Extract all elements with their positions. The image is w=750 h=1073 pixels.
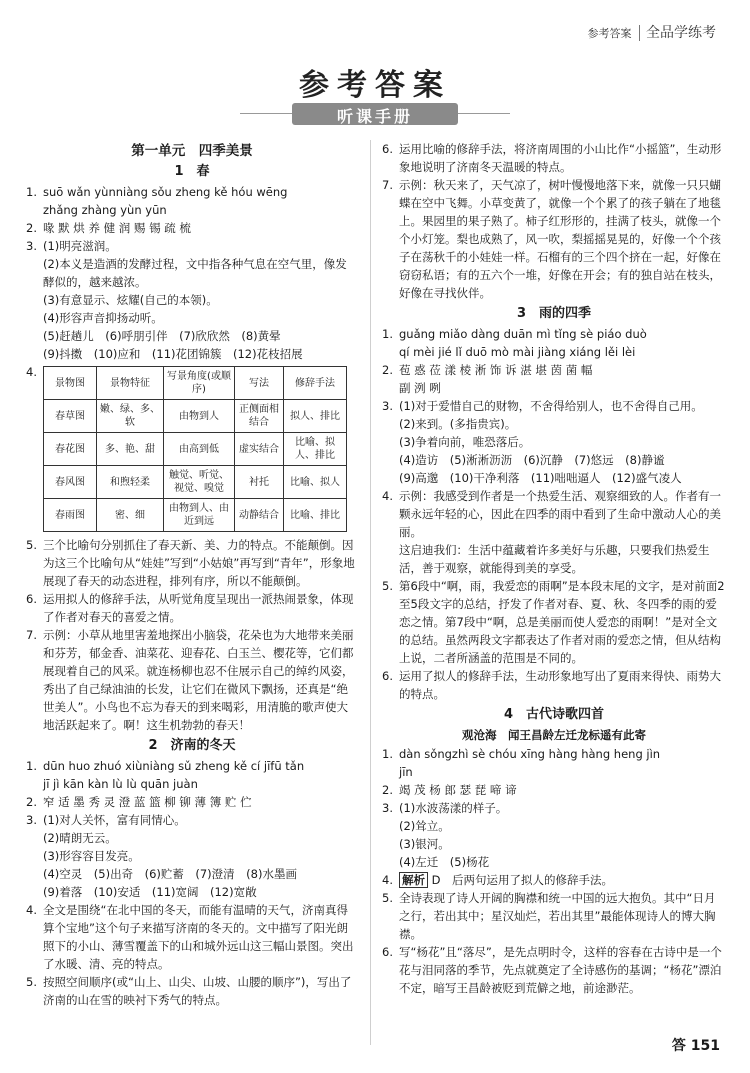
answer-text: (3)形容容目发亮。	[43, 849, 140, 863]
answer-text: 苞 惑 莅 漾 棱 淅 饰 诉 湛 堪 茵 菌 幅	[399, 363, 593, 377]
table-cell: 触觉、听觉、视觉、嗅觉	[164, 466, 235, 499]
header-brand: 全品学练考	[639, 25, 716, 41]
analysis-tag: 解析	[399, 872, 428, 888]
answer-text: (4)形容声音抑扬动听。	[43, 311, 163, 325]
answer-text: (5)赶趟儿 (6)呼朋引伴 (7)欣欣然 (8)黄晕	[43, 329, 281, 343]
answer-text: 示例：我感受到作者是一个热爱生活、观察细致的人。作者有一颗永远年轻的心，因此在四季的雨中看到了生命中激动人心的美丽。	[399, 489, 721, 539]
lesson-title: 2 济南的冬天	[148, 738, 236, 753]
answer-text: (1)对于爱惜自己的财物，不舍得给别人，也不舍得自己用。	[399, 399, 703, 413]
table-cell: 虚实结合	[235, 433, 284, 466]
answer-text: (1)明亮滋润。	[43, 239, 117, 253]
answer-item: 4. 全文是围绕“在北中国的冬天，而能有温晴的天气，济南真得算个宝地”这个句子来描写济南的冬天的。文中描写了阳光朗照下的小山、薄雪覆盖下的山和城外远山这三幅山景图。突出了水暖、清、亮的特点。	[26, 901, 358, 973]
table-row	[44, 433, 347, 466]
table-cell: 春风图	[44, 466, 97, 499]
table-cell: 由物到人、由近到远	[164, 499, 235, 532]
answer-text: (9)抖擞 (10)应和 (11)花团锦簇 (12)花枝招展	[43, 347, 303, 361]
answer-text: 三个比喻句分别抓住了春天新、美、力的特点。不能颠倒。因为这三个比喻句从“娃娃”写到“小姑娘”再写到“青年”，形象地展现了春天的动态进程，排列有序，所以不能颠倒。	[43, 538, 355, 588]
answer-text: 第6段中“啊，雨，我爱恋的雨啊”是本段末尾的文字，是对前面2至5段文字的总结，抒发了作者对春、夏、秋、冬四季的雨的爱恋之情。第7段中“啊，总是美丽而使人爱恋的雨啊！”是对全文的总结。虽然两段文字都表达了作者对雨的爱恋之情，但从结构上说，二者所涵盖的范围是不同的。	[399, 579, 725, 665]
answer-text: 副 洌 咧	[399, 381, 441, 395]
right-column	[382, 140, 726, 997]
table-cell: 密、细	[97, 499, 164, 532]
lesson-title: 4 古代诗歌四首	[503, 707, 605, 722]
unit-title: 第一单元 四季美景	[131, 143, 253, 159]
answer-item: 3. (1)对人关怀，富有同情心。 (2)晴朗无云。 (3)形容容目发亮。 (4)空灵 (5)出奇 (6)贮蓄 (7)澄清 (8)水墨画 (9)着落 (10)安适 (11)宽阔 (12)宽敞	[26, 811, 358, 901]
answer-text: 运用比喻的修辞手法，将济南周围的小山比作“小摇篮”，生动形象地说明了济南冬天温暖的特点。	[399, 142, 722, 174]
answer-item: 7. 示例：小草从地里害羞地探出小脑袋，花朵也为大地带来美丽和芬芳，郁金香、油菜花、迎春花、白玉兰、樱花等，它们都展现着自己的风采。就连杨柳也忍不住展示自己的绰约风姿，秀出了自己绿油油的长发，让它们在微风下飘扬，还真是“绝世美人”。小鸟也不忘为春天的到来喝彩，用清脆的歌声使大地活跃起来了。啊！这生机勃勃的春天！	[26, 626, 358, 734]
table-cell: 由高到低	[164, 433, 235, 466]
table-row	[44, 499, 347, 532]
answer-item: 2. 竭 茂 杨 郎 瑟 琵 啼 谛	[382, 781, 726, 799]
answer-item: 2. 喙 默 烘 养 健 润 赐 锡 疏 梳	[26, 219, 358, 237]
table-row	[44, 400, 347, 433]
answer-text: 全文是围绕“在北中国的冬天，而能有温晴的天气，济南真得算个宝地”这个句子来描写济南的冬天的。文中描写了阳光朗照下的小山、薄雪覆盖下的山和城外远山这三幅山景图。突出了水暖、清、亮的特点。	[43, 903, 354, 971]
pinyin-line: guǎng miǎo dàng duān mì tǐng sè piáo duò	[399, 327, 647, 341]
answer-item: 1. dūn huo zhuó xiùniàng sǔ zheng kě cí jīfū tǎn jī jì kān kàn lù lù quān juàn	[26, 757, 358, 793]
answer-item: 1. suō wǎn yùnniàng sǒu zheng kě hóu wēng zhǎng zhàng yùn yūn	[26, 183, 358, 219]
table-header-cell: 写法	[235, 367, 284, 400]
answer-text: 示例：秋天来了，天气凉了，树叶慢慢地落下来，就像一只只蝴蝶在空中飞舞。小草变黄了，就像一个个累了的孩子躺在了地毯上。果园里的果子熟了。柿子红形形的，挂满了枝头，就像一个个小灯笼。梨也成熟了，风一吹，梨摇摇晃晃的，好像一个个孩子在荡秋千的小娃娃一样。石榴有的三个四个挤在一起，好像在窃窃私语；有的五六个一堆，好像在开会；有的独自站在枝头，好像在寻找伙伴。	[399, 178, 721, 300]
pinyin-line: zhǎng zhàng yùn yūn	[43, 203, 167, 217]
table-header-cell: 修辞手法	[284, 367, 347, 400]
table-cell: 嫩、绿、多、软	[97, 400, 164, 433]
table-header-cell: 写景角度(或顺序)	[164, 367, 235, 400]
table-cell: 春雨图	[44, 499, 97, 532]
pinyin-line: dàn sǒngzhì sè chóu xīng hàng hàng heng jìn	[399, 747, 661, 761]
answer-item: 1. guǎng miǎo dàng duān mì tǐng sè piáo duò qí mèi jié lǐ duō mò mài jiàng xiáng lěi lèi	[382, 325, 726, 361]
answer-text: (4)空灵 (5)出奇 (6)贮蓄 (7)澄清 (8)水墨画	[43, 867, 297, 881]
answer-item: 5. 全诗表现了诗人开阔的胸襟和统一中国的远大抱负。其中“日月之行，若出其中；星汉灿烂，若出其里”最能体现诗人的博大胸襟。	[382, 889, 726, 943]
answer-item: 6. 运用了拟人的修辞手法，生动形象地写出了夏雨来得快、雨势大的特点。	[382, 667, 726, 703]
table-cell: 多、艳、甜	[97, 433, 164, 466]
answer-text: (3)有意显示、炫耀(自己的本领)。	[43, 293, 218, 307]
answer-text: (9)高邈 (10)干净利落 (11)咄咄逼人 (12)盛气凌人	[399, 471, 682, 485]
answer-item: 2. 苞 惑 莅 漾 棱 淅 饰 诉 湛 堪 茵 菌 幅 副 洌 咧	[382, 361, 726, 397]
answer-text: (1)对人关怀，富有同情心。	[43, 813, 186, 827]
answer-item: 5. 第6段中“啊，雨，我爱恋的雨啊”是本段末尾的文字，是对前面2至5段文字的总结，抒发了作者对春、夏、秋、冬四季的雨的爱恋之情。第7段中“啊，总是美丽而使人爱恋的雨啊！”是对全文的总结。虽然两段文字都表达了作者对雨的爱恋之情，但从结构上说，二者所涵盖的范围是不同的。	[382, 579, 725, 665]
lesson-title: 3 雨的四季	[516, 306, 592, 321]
answer-item: 5. 按照空间顺序(或“山上、山尖、山坡、山腰的顺序”)，写出了济南的山在雪的映衬下秀气的特点。	[26, 973, 358, 1009]
answer-text	[399, 871, 726, 889]
table-cell: 正侧面相结合	[235, 400, 284, 433]
column-divider	[370, 140, 371, 1045]
answer-item: 6. 运用比喻的修辞手法，将济南周围的小山比作“小摇篮”，生动形象地说明了济南冬天温暖的特点。	[382, 140, 726, 176]
answer-item: 6. 写“杨花”且“落尽”，是先点明时令，这样的容春在古诗中是一个花与泪同落的季节，先点就奠定了全诗感伤的基调；“杨花”漂泊不定，暗写王昌龄被贬到荒僻之地，前途渺茫。	[382, 943, 726, 997]
lesson-title: 1 春	[174, 164, 210, 179]
answer-text: (1)水波荡漾的样子。	[399, 801, 508, 815]
pinyin-line: dūn huo zhuó xiùniàng sǔ zheng kě cí jīfū tǎn	[43, 759, 305, 773]
answer-text: (2)晴朗无云。	[43, 831, 117, 845]
pinyin-line: jīn	[399, 765, 413, 779]
answer-text: 竭 茂 杨 郎 瑟 琵 啼 谛	[399, 783, 517, 797]
table-cell: 比喻、拟人、排比	[284, 433, 347, 466]
answer-text: 示例：小草从地里害羞地探出小脑袋，花朵也为大地带来美丽和芬芳，郁金香、油菜花、迎春花、白玉兰、樱花等，它们都展现着自己的风采。就连杨柳也忍不住展示自己的绰约风姿，秀出了自己绿油油的长发，让它们在微风下飘扬，还真是“绝世美人”。小鸟也不忘为春天的到来喝彩，用清脆的歌声使大地活跃起来了。啊！这生机勃勃的春天！	[43, 628, 354, 732]
page-number: 答 151	[671, 1038, 720, 1054]
answer-text: (2)本义是造酒的发酵过程，文中指各种气息在空气里，像发酵似的，越来越浓。	[43, 257, 347, 289]
table-cell: 和煦轻柔	[97, 466, 164, 499]
banner-rule-right	[458, 113, 510, 114]
answer-item: 6. 运用拟人的修辞手法，从听觉角度呈现出一派热闹景象，体现了作者对春天的喜爱之情。	[26, 590, 358, 626]
answer-item: 7. 示例：秋天来了，天气凉了，树叶慢慢地落下来，就像一只只蝴蝶在空中飞舞。小草变黄了，就像一个个累了的孩子躺在了地毯上。果园里的果子熟了。柿子红形形的，挂满了枝头，就像一个个小灯笼。梨也成熟了，风一吹，梨摇摇晃晃的，好像一个个孩子在荡秋千的小娃娃一样。石榴有的三个四个挤在一起，好像在窃窃私语；有的五六个一堆，好像在开会；有的独自站在枝头，好像在寻找伙伴。	[382, 176, 726, 302]
table-cell: 衬托	[235, 466, 284, 499]
poem-title: 观沧海 闻王昌龄左迁龙标遥有此寄	[462, 728, 646, 742]
page-title: 参考答案	[299, 68, 451, 103]
table-cell: 比喻、排比	[284, 499, 347, 532]
left-column: 第一单元 四季美景 1 春 1. suō wǎn yùnniàng sǒu zheng kě hóu wēng zhǎng zhàng yùn yūn 2. 喙 默 烘 养 健 润 赐 锡 疏 梳 3. (1)明亮滋润。 (2)本义是造酒的发酵过程，文中指各种气息在空气里，像发酵似的，越来越浓。 (3)有意显示、炫耀(自己的本领)。 (4)形容声音抑扬动听。 (5)赶趟儿 (6)呼朋引伴 (7)欣欣然 (8)黄晕 (9)抖擞 (10)应和 (11)花团锦簇 (12)花枝招展 4. 景物图 景物特征 写景角度(或顺序) 写法 修辞手法 春草图 嫩、绿、多、软 由物到人 正侧面相结合 拟人、排比 春花图 多、艳、甜 由高到低 虚实结合 比喻、拟人、排比 春风图 和煦轻柔 触觉、听觉、视觉、嗅觉 衬托 比喻、拟人 春雨图 密、细 由物到人、由近到远 动静结合 比喻、排比 5. 三个比喻句分别抓住了春天新、美、力的特点。不能颠倒。因为这三个比喻句从“娃娃”写到“小姑娘”再写到“青年”，形象地展现了春天的动态进程，排列有序，所以不能颠倒。 6. 运用拟人的修辞手法，从听觉角度呈现出一派热闹景象，体现了作者对春天的喜爱之情。 7. 示例：小草从地里害羞地探出小脑袋，花朵也为大地带来美丽和芬芳，郁金香、油菜花、迎春花、白玉兰、樱花等，它们都展现着自己的风采。就连杨柳也忍不住展示自己的绰约风姿，秀出了自己绿油油的长发，让它们在微风下飘扬，还真是“绝世美人”。小鸟也不忘为春天的到来喝彩，用清脆的歌声使大地活跃起来了。啊！这生机勃勃的春天！ 2 济南的冬天 1. dūn huo zhuó xiùniàng sǔ zheng kě cí jīfū tǎn jī jì kān kàn lù lù quān juàn 2. 窄 适 墨 秀 灵 澄 蓝 篮 柳 铆 薄 簿 贮 伫 3. (1)对人关怀，富有同情心。 (2)晴朗无云。 (3)形容容目发亮。 (4)空灵 (5)出奇 (6)贮蓄 (7)澄清 (8)水墨画 (9)着落 (10)安适 (11)宽阔 (12)宽敞 4. 全文是围绕“在北中国的冬天，而能有温晴的天气，济南真得算个宝地”这个句子来描写济南的冬天的。文中描写了阳光朗照下的小山、薄雪覆盖下的山和城外远山这三幅山景图。突出了水暖、清、亮的特点。 5. 按照空间顺序(或“山上、山尖、山坡、山腰的顺序”)，写出了济南的山在雪的映衬下秀气的特点。	[26, 140, 358, 1009]
answer-item: 5. 三个比喻句分别抓住了春天新、美、力的特点。不能颠倒。因为这三个比喻句从“娃娃”写到“小姑娘”再写到“青年”，形象地展现了春天的动态进程，排列有序，所以不能颠倒。	[26, 536, 358, 590]
answer-text: (3)银河。	[399, 837, 450, 851]
table-cell: 比喻、拟人	[284, 466, 347, 499]
answer-text: 运用了拟人的修辞手法，生动形象地写出了夏雨来得快、雨势大的特点。	[399, 669, 721, 701]
answer-text: 窄 适 墨 秀 灵 澄 蓝 篮 柳 铆 薄 簿 贮 伫	[43, 795, 252, 809]
answer-text: (4)左迁 (5)杨花	[399, 855, 490, 869]
answer-text: (2)来到。(多指贵宾)。	[399, 417, 517, 431]
pinyin-line: suō wǎn yùnniàng sǒu zheng kě hóu wēng	[43, 185, 288, 199]
answer-item: 3. (1)水波荡漾的样子。 (2)耸立。 (3)银河。 (4)左迁 (5)杨花	[382, 799, 726, 871]
table-cell: 由物到人	[164, 400, 235, 433]
section-banner	[292, 103, 458, 125]
answer-text: (9)着落 (10)安适 (11)宽阔 (12)宽敞	[43, 885, 257, 899]
answer-item: 2. 窄 适 墨 秀 灵 澄 蓝 篮 柳 铆 薄 簿 贮 伫	[26, 793, 358, 811]
answer-text: (2)耸立。	[399, 819, 450, 833]
scene-table	[43, 366, 347, 532]
table-cell: 拟人、排比	[284, 400, 347, 433]
pinyin-line: jī jì kān kàn lù lù quān juàn	[43, 777, 198, 791]
answer-text: (4)造访 (5)淅淅沥沥 (6)沉静 (7)悠远 (8)静谧	[399, 453, 665, 467]
table-cell: 春草图	[44, 400, 97, 433]
answer-item: 4. 解析 D 后两句运用了拟人的修辞手法。	[382, 871, 726, 889]
table-cell: 动静结合	[235, 499, 284, 532]
answer-item: 1. dàn sǒngzhì sè chóu xīng hàng hàng heng jìn jīn	[382, 745, 726, 781]
table-header-cell: 景物图	[44, 367, 97, 400]
banner-rule-left	[240, 113, 292, 114]
answer-text: D 后两句运用了拟人的修辞手法。	[431, 873, 614, 887]
header-label: 参考答案	[587, 27, 632, 40]
answer-text: 喙 默 烘 养 健 润 赐 锡 疏 梳	[43, 221, 191, 235]
answer-text: 这启迪我们：生活中蕴藏着许多美好与乐趣，只要我们热爱生活，善于观察，就能得到美的享受。	[399, 543, 710, 575]
table-row	[44, 466, 347, 499]
answer-text: 全诗表现了诗人开阔的胸襟和统一中国的远大抱负。其中“日月之行，若出其中；星汉灿烂，若出其里”最能体现诗人的博大胸襟。	[399, 891, 716, 941]
answer-text: (3)争着向前，唯恐落后。	[399, 435, 531, 449]
answer-item: 3. (1)对于爱惜自己的财物，不舍得给别人，也不舍得自己用。 (2)来到。(多指贵宾)。 (3)争着向前，唯恐落后。 (4)造访 (5)淅淅沥沥 (6)沉静 (7)悠远 (8)静谧 (9)高邈 (10)干净利落 (11)咄咄逼人 (12)盛气凌人	[382, 397, 726, 487]
answer-text: 运用拟人的修辞手法，从听觉角度呈现出一派热闹景象，体现了作者对春天的喜爱之情。	[43, 592, 354, 624]
table-header-row	[44, 367, 347, 400]
banner-text: 听课手册	[336, 107, 413, 126]
answer-item: 3. (1)明亮滋润。 (2)本义是造酒的发酵过程，文中指各种气息在空气里，像发酵似的，越来越浓。 (3)有意显示、炫耀(自己的本领)。 (4)形容声音抑扬动听。 (5)赶趟儿 (6)呼朋引伴 (7)欣欣然 (8)黄晕 (9)抖擞 (10)应和 (11)花团锦簇 (12)花枝招展	[26, 237, 358, 363]
table-header-cell: 景物特征	[97, 367, 164, 400]
page-header	[588, 22, 717, 42]
table-cell: 春花图	[44, 433, 97, 466]
answer-text: 写“杨花”且“落尽”，是先点明时令，这样的容春在古诗中是一个花与泪同落的季节，先点就奠定了全诗感伤的基调；“杨花”漂泊不定，暗写王昌龄被贬到荒僻之地，前途渺茫。	[399, 945, 722, 995]
answer-text: 按照空间顺序(或“山上、山尖、山坡、山腰的顺序”)，写出了济南的山在雪的映衬下秀气的特点。	[43, 975, 352, 1007]
pinyin-line: qí mèi jié lǐ duō mò mài jiàng xiáng lěi lèi	[399, 345, 636, 359]
answer-item: 4. 示例：我感受到作者是一个热爱生活、观察细致的人。作者有一颗永远年轻的心，因此在四季的雨中看到了生命中激动人心的美丽。 这启迪我们：生活中蕴藏着许多美好与乐趣，只要我们热爱生活，善于观察，就能得到美的享受。	[382, 487, 726, 577]
